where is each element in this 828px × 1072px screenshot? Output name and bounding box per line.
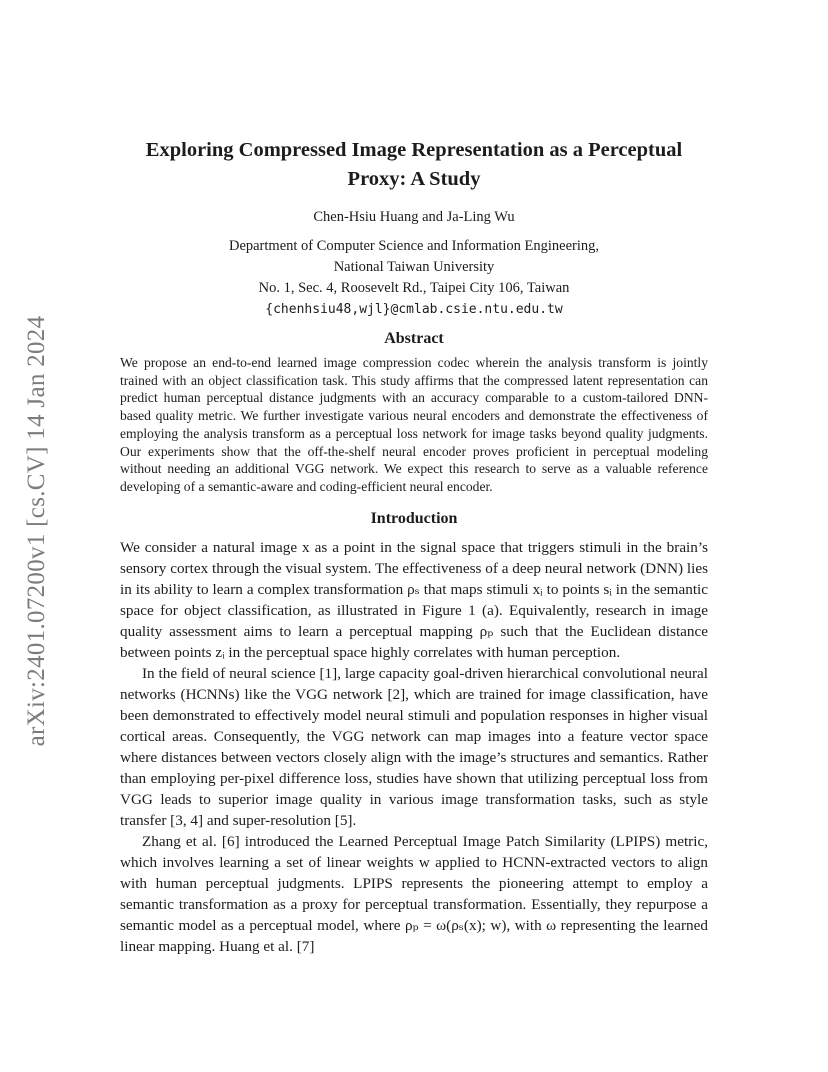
introduction-paragraph-1: We consider a natural image x as a point in the signal space that triggers stimuli in the brain’s sensory cortex through the visual system. The effectiveness of a deep neural network (DNN) lies in its ability to learn a complex transformation ρₛ that maps stimuli xᵢ to points sᵢ in the semantic space for object classification, as illustrated in Figure 1 (a). Equivalently, research in image quality assessment aims to learn a perceptual mapping ρₚ such that the Euclidean distance between points zᵢ in the perceptual space highly correlates with human perception. — [120, 538, 708, 661]
abstract-text: We propose an end-to-end learned image compression codec wherein the analysis transform is jointly trained with an object classification task. This study affirms that the compressed latent representation can predict human perceptual distance judgments with an accuracy comparable to a custom-tailored DNN-based quality metric. We further investigate various neural encoders and demonstrate the effectiveness of employing the analysis transform as a perceptual loss network for image tasks beyond quality judgments. Our experiments show that the off-the-shelf neural encoder proves proficient in perceptual modeling without needing an additional VGG network. We expect this research to serve as a valuable reference developing of a semantic-aware and coding-efficient neural encoder. — [120, 355, 708, 494]
paper-content — [120, 0, 708, 957]
authors-line: Chen-Hsiu Huang and Ja-Ling Wu — [313, 209, 515, 225]
affiliation-address: No. 1, Sec. 4, Roosevelt Rd., Taipei City 106, Taiwan — [258, 280, 570, 296]
introduction-paragraph-3: Zhang et al. [6] introduced the Learned Perceptual Image Patch Similarity (LPIPS) metric, which involves learning a set of linear weights w applied to HCNN-extracted vectors to align with human perceptual judgments. LPIPS represents the pioneering attempt to employ a semantic transformation as a proxy for perceptual transformation. Essentially, they repurpose a semantic model as a perceptual model, where ρₚ = ω(ρₛ(x); w), with ω representing the learned linear mapping. Huang et al. [7] — [120, 832, 708, 955]
introduction-heading: Introduction — [370, 509, 458, 527]
affiliation-block — [120, 236, 708, 320]
paper-title-line-2: Proxy: A Study — [347, 168, 481, 190]
affiliation-university: National Taiwan University — [333, 259, 495, 275]
abstract-heading: Abstract — [384, 330, 444, 347]
affiliation-department: Department of Computer Science and Information Engineering, — [228, 238, 600, 254]
introduction-paragraph-2: In the field of neural science [1], large capacity goal-driven hierarchical convolutional neural networks (HCNNs) like the VGG network [2], which are trained for image classification, have been demonstrated to effectively model neural stimuli and population responses in higher visual cortical areas. Consequently, the VGG network can map images into a feature vector space where distances between vectors closely align with the image’s structures and semantics. Rather than employing per-pixel difference loss, studies have shown that utilizing perceptual loss from VGG leads to superior image quality in various image transformation tasks, such as style transfer [3, 4] and super-resolution [5]. — [120, 664, 708, 829]
arxiv-watermark: arXiv:2401.07200v1 [cs.CV] 14 Jan 2024 — [23, 315, 50, 747]
affiliation-email: {chenhsiu48,wjl}@cmlab.csie.ntu.edu.tw — [265, 302, 563, 317]
paper-title — [120, 136, 708, 194]
paper-title-line-1: Exploring Compressed Image Representation as a Perceptual — [145, 139, 683, 161]
